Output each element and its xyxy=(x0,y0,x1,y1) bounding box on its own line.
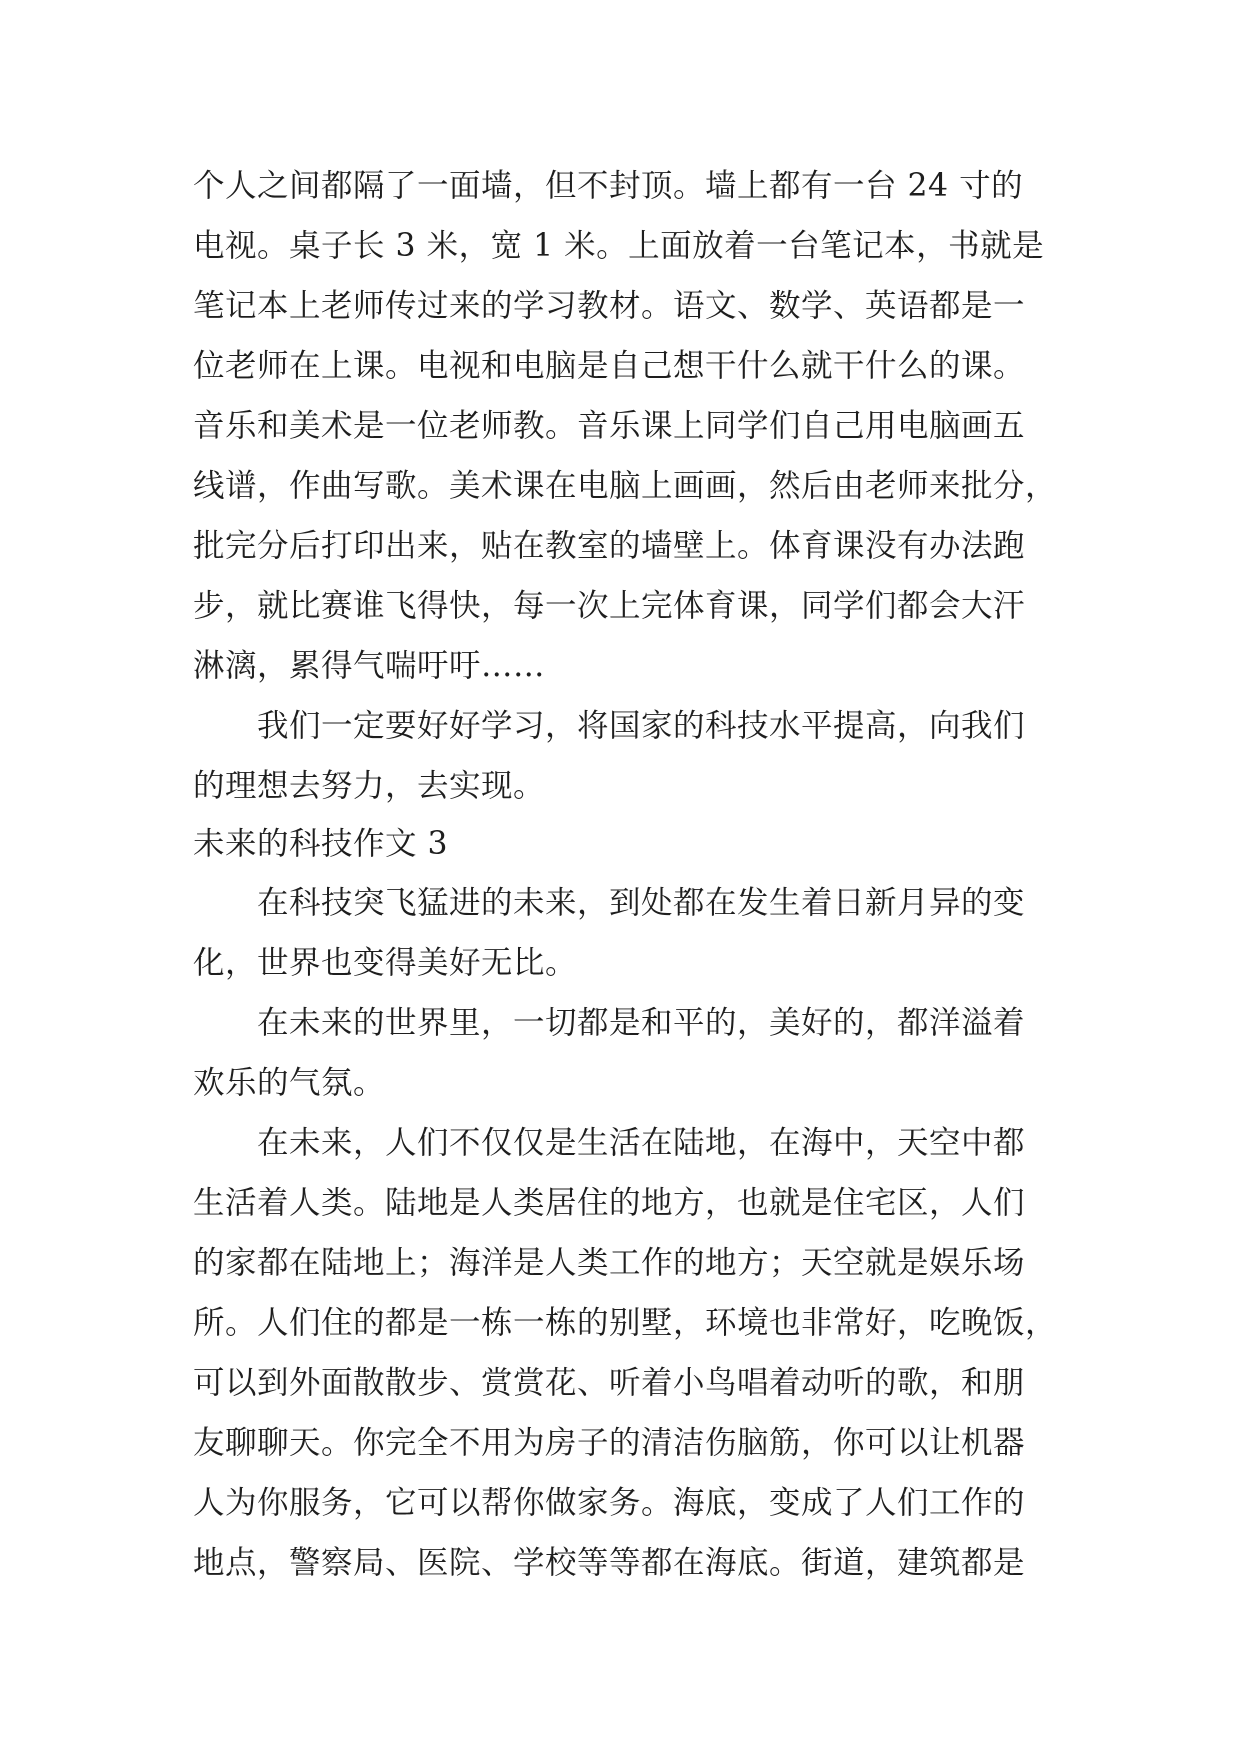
text-line: 的家都在陆地上；海洋是人类工作的地方；天空就是娱乐场 xyxy=(193,1245,1026,1281)
text-line: 电视。桌子长 3 米，宽 1 米。上面放着一台笔记本，书就是 xyxy=(193,228,1045,264)
text-line: 个人之间都隔了一面墙，但不封顶。墙上都有一台 24 寸的 xyxy=(193,168,1024,204)
text-line: 化，世界也变得美好无比。 xyxy=(193,945,578,981)
text-line: 在未来，人们不仅仅是生活在陆地，在海中，天空中都 xyxy=(257,1125,1026,1161)
text-line: 在科技突飞猛进的未来，到处都在发生着日新月异的变 xyxy=(257,885,1026,921)
text-line: 友聊聊天。你完全不用为房子的清洁伤脑筋，你可以让机器 xyxy=(193,1425,1026,1461)
text-line: 可以到外面散散步、赏赏花、听着小鸟唱着动听的歌，和朋 xyxy=(193,1365,1026,1401)
text-line: 我们一定要好好学习，将国家的科技水平提高，向我们 xyxy=(257,708,1026,744)
document-body xyxy=(193,156,1059,1593)
text-line: 步，就比赛谁飞得快，每一次上完体育课，同学们都会大汗 xyxy=(193,588,1026,624)
text-line: 位老师在上课。电视和电脑是自己想干什么就干什么的课。 xyxy=(193,348,1026,384)
text-line: 的理想去努力，去实现。 xyxy=(193,768,546,804)
text-line: 地点，警察局、医院、学校等等都在海底。街道，建筑都是 xyxy=(193,1545,1026,1581)
text-line: 人为你服务，它可以帮你做家务。海底，变成了人们工作的 xyxy=(193,1485,1026,1521)
text-line: 欢乐的气氛。 xyxy=(193,1065,386,1101)
text-line: 淋漓，累得气喘吁吁…… xyxy=(193,648,546,684)
text-line: 在未来的世界里，一切都是和平的，美好的，都洋溢着 xyxy=(257,1005,1026,1041)
section-heading: 未来的科技作文 3 xyxy=(193,826,449,862)
text-line: 笔记本上老师传过来的学习教材。语文、数学、英语都是一 xyxy=(193,288,1026,324)
text-line: 生活着人类。陆地是人类居住的地方，也就是住宅区，人们 xyxy=(193,1185,1026,1221)
text-line: 所。人们住的都是一栋一栋的别墅，环境也非常好，吃晚饭， xyxy=(193,1305,1058,1341)
text-line: 音乐和美术是一位老师教。音乐课上同学们自己用电脑画五 xyxy=(193,408,1026,444)
text-line: 线谱，作曲写歌。美术课在电脑上画画，然后由老师来批分， xyxy=(193,468,1058,504)
text-line: 批完分后打印出来，贴在教室的墙壁上。体育课没有办法跑 xyxy=(193,528,1026,564)
